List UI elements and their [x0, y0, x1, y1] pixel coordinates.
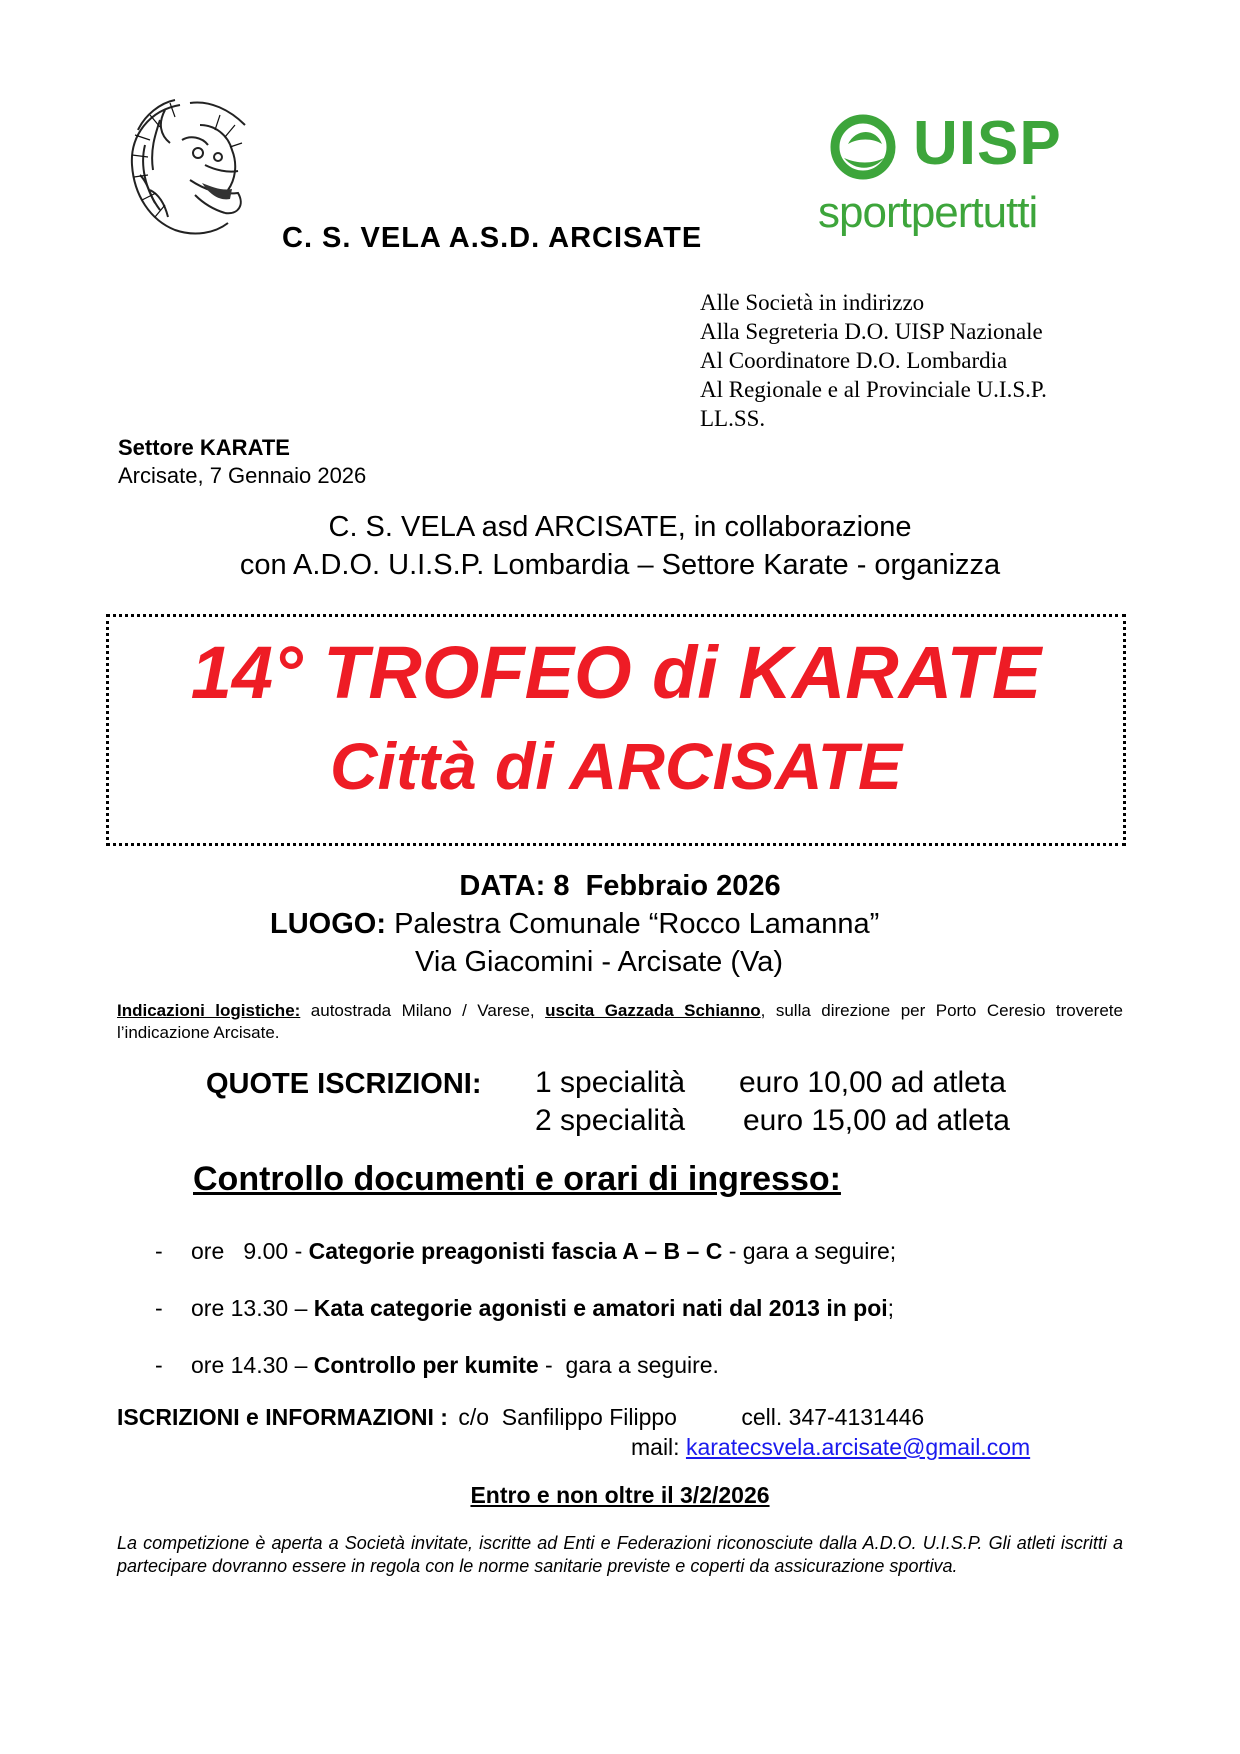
sector-block [118, 434, 366, 490]
email-link[interactable]: karatecsvela.arcisate@gmail.com [685, 1434, 1031, 1460]
contact-person: c/o Sanfilippo Filippo [458, 1404, 677, 1430]
lion-logo [120, 95, 270, 245]
recipient-line: LL.SS. [700, 406, 766, 431]
highway-exit: uscita Gazzada Schianno [545, 1001, 761, 1020]
schedule-item [155, 1238, 896, 1265]
contacts-label: ISCRIZIONI e INFORMAZIONI : [117, 1404, 448, 1430]
uisp-swirl-icon [828, 114, 898, 180]
schedule-time: ore 14.30 – [191, 1352, 314, 1378]
schedule-time: ore 9.00 - [191, 1238, 309, 1264]
mail-row [631, 1434, 1030, 1461]
contacts-row [117, 1404, 924, 1431]
recipient-line: Al Coordinatore D.O. Lombardia [700, 348, 1008, 373]
intro-line-2: con A.D.O. U.I.S.P. Lombardia – Settore Karate - organizza [239, 549, 1001, 581]
bullet-dash: - [155, 1352, 163, 1378]
event-date [0, 870, 1240, 903]
recipients-block [700, 288, 1047, 433]
bullet-dash: - [155, 1238, 163, 1264]
fees-label: QUOTE ISCRIZIONI: [206, 1068, 482, 1100]
fee-specialty: 2 specialità [535, 1104, 686, 1137]
logistics-text-2: , sulla direzione per Porto Ceresio troverete l’indicazione Arcisate. [117, 1001, 1123, 1042]
letter-date: Arcisate, 7 Gennaio 2026 [118, 463, 367, 488]
mail-label: mail: [631, 1434, 680, 1460]
event-place [270, 908, 879, 941]
fee-specialty: 1 specialità [535, 1066, 686, 1099]
registration-deadline: Entro e non oltre il 3/2/2026 [470, 1482, 770, 1508]
bullet-dash: - [155, 1295, 163, 1321]
schedule-desc: Controllo per kumite [313, 1352, 539, 1378]
schedule-note: - gara a seguire. [538, 1352, 719, 1378]
recipient-line: Alle Società in indirizzo [700, 290, 925, 315]
fee-price: euro 15,00 ad atleta [743, 1104, 1010, 1137]
recipient-line: Alla Segreteria D.O. UISP Nazionale [700, 319, 1043, 344]
uisp-tagline: sportpertutti [818, 188, 1038, 237]
footer-notes: La competizione è aperta a Società invitate, iscritte ad Enti e Federazioni riconosciute dalla A.D.O. U.I.S.P. Gli atleti iscritti a partecipare dovranno essere in regola con le norme sanitarie previste e coperti da assicurazione sportiva. [117, 1533, 1123, 1576]
logistics-label: Indicazioni logistiche: [117, 1001, 301, 1020]
trophy-subtitle: Città di ARCISATE [330, 729, 902, 803]
date-value: 8 Febbraio 2026 [553, 870, 781, 902]
controls-title: Controllo documenti e orari di ingresso: [193, 1160, 841, 1198]
schedule-time: ore 13.30 – [191, 1295, 314, 1321]
intro-text [0, 508, 1240, 584]
place-label: LUOGO: [270, 908, 386, 940]
trophy-title: 14° TROFEO di KARATE [190, 631, 1042, 714]
event-address: Via Giacomini - Arcisate (Va) [415, 946, 783, 978]
place-value: Palestra Comunale “Rocco Lamanna” [394, 908, 880, 940]
club-name: C. S. VELA A.S.D. ARCISATE [282, 222, 703, 254]
schedule-note: ; [887, 1295, 895, 1321]
schedule-desc: Kata categorie agonisti e amatori nati dal 2013 in poi [313, 1295, 888, 1321]
recipient-line: Al Regionale e al Provinciale U.I.S.P. [700, 377, 1047, 402]
logistics-info [117, 1000, 1123, 1044]
fee-price: euro 10,00 ad atleta [739, 1066, 1006, 1099]
date-label: DATA: [459, 870, 546, 902]
schedule-item [155, 1295, 894, 1322]
intro-line-1: C. S. VELA asd ARCISATE, in collaborazione [328, 511, 912, 543]
schedule-note: - gara a seguire; [722, 1238, 897, 1264]
logistics-text: autostrada Milano / Varese, [310, 1001, 535, 1020]
uisp-logo [818, 100, 1073, 250]
contact-phone: cell. 347-4131446 [741, 1404, 925, 1430]
schedule-desc: Categorie preagonisti fascia A – B – C [308, 1238, 723, 1264]
schedule-item [155, 1352, 719, 1379]
sector-title: Settore KARATE [118, 435, 290, 460]
uisp-wordmark: UISP [913, 109, 1062, 178]
